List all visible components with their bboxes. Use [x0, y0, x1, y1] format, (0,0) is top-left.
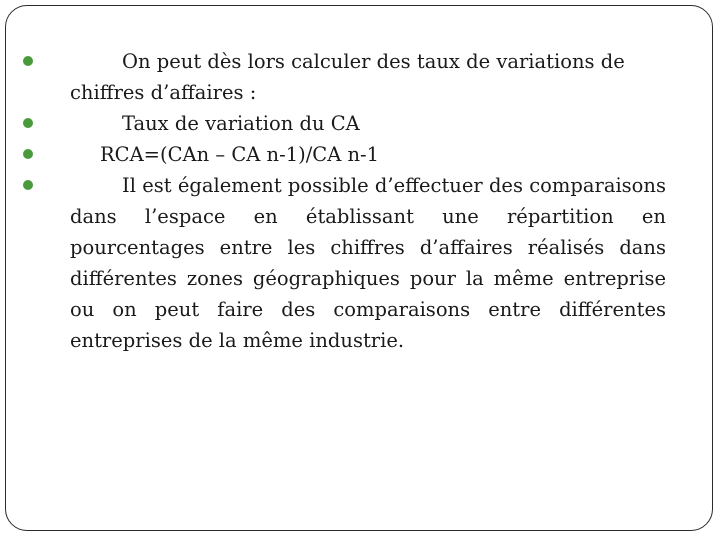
slide-frame [5, 5, 713, 531]
bullet-text: Il est également possible d’effectuer des comparaisons dans l’espace en établissant une répartition en pourcentages entre les chiffres d’affaires réalisés dans différentes zones géographiques pour la même entreprise ou on peut faire des comparaisons entre différentes entreprises de la même industrie. [70, 174, 666, 352]
bullet-text: Taux de variation du CA [122, 112, 360, 135]
bullet-text: On peut dès lors calculer des taux de variations de chiffres d’affaires : [70, 50, 625, 104]
bullet-item [6, 108, 706, 139]
bullet-list [6, 46, 706, 356]
bullet-dot-icon [23, 149, 33, 159]
bullet-dot-icon [23, 180, 33, 190]
bullet-dot-icon [23, 118, 33, 128]
bullet-text: RCA=(CAn – CA n-1)/CA n-1 [100, 143, 380, 166]
bullet-item [6, 139, 706, 170]
bullet-dot-icon [23, 56, 33, 66]
bullet-item [6, 170, 706, 356]
bullet-item [6, 46, 706, 108]
